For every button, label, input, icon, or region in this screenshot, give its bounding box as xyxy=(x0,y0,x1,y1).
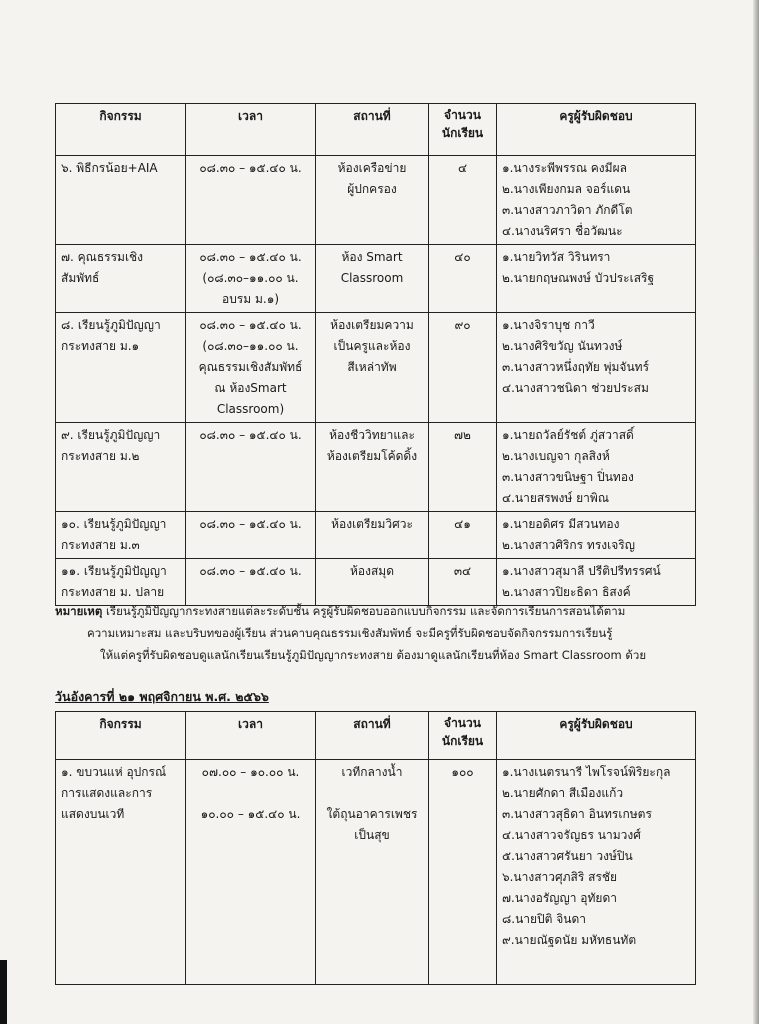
header-count xyxy=(429,104,497,156)
remark-note xyxy=(55,600,705,666)
cell-activity xyxy=(56,760,186,985)
cell-place xyxy=(316,559,429,606)
table-row xyxy=(56,423,696,512)
cell-teachers-line: ๒.นายกฤษณพงษ์ บัวประเสริฐ xyxy=(502,271,655,285)
cell-teachers xyxy=(497,559,696,606)
header-count xyxy=(429,712,497,760)
cell-time-line: ๐๗.๐๐ – ๑๐.๐๐ น. xyxy=(201,765,300,779)
cell-place xyxy=(316,760,429,985)
remark-line-3: ให้แต่ครูที่รับผิดชอบดูแลนักเรียนเรียนรู้ภูมิปัญญากระทงสาย ต้องมาดูแลนักเรียนที่ห้อง Smart Classroom ด้วย xyxy=(100,648,647,662)
remark-line-2: ความเหมาะสม และบริบทของผู้เรียน ส่วนคาบคุณธรรมเชิงสัมพัทธ์ จะมีครูที่รับผิดชอบจัดกิจกรรมการเรียนรู้ xyxy=(87,626,613,640)
cell-teachers-line: ๒.นางเพียงกมล จอร์แดน xyxy=(502,182,631,196)
cell-time-line: ๐๘.๓๐ – ๑๕.๔๐ น. xyxy=(199,428,302,442)
scan-edge-mark-left xyxy=(0,960,7,1024)
cell-activity xyxy=(56,559,186,606)
header-activity: กิจกรรม xyxy=(56,104,186,156)
cell-time xyxy=(186,313,316,423)
cell-place-line: สีเหล่าทัพ xyxy=(347,360,397,374)
cell-teachers xyxy=(497,760,696,985)
cell-teachers xyxy=(497,313,696,423)
cell-time-line: (๐๘.๓๐–๑๑.๐๐ น. xyxy=(202,339,299,353)
cell-time-line: คุณธรรมเชิงสัมพัทธ์ xyxy=(198,360,303,374)
cell-place-line: ห้องเตรียมโค้ดดิ้ง xyxy=(326,449,418,463)
cell-activity-line: ๗. คุณธรรมเชิง xyxy=(61,250,144,264)
header-place: สถานที่ xyxy=(316,104,429,156)
cell-time-line: ๐๘.๓๐ – ๑๕.๔๐ น. xyxy=(199,564,302,578)
remark-label: หมายเหตุ xyxy=(55,604,103,618)
header-time: เวลา xyxy=(186,712,316,760)
cell-count-value: ๔ xyxy=(457,161,468,175)
cell-place xyxy=(316,156,429,245)
cell-teachers-line: ๑.นายวิทวัส วิรินทรา xyxy=(502,250,611,264)
cell-teachers-line: ๑.นางสาวสุมาลี ปรีติปรีทรรศน์ xyxy=(502,564,661,578)
cell-count xyxy=(429,156,497,245)
cell-teachers-line: ๑.นางระพีพรรณ คงมีผล xyxy=(502,161,627,175)
cell-time-line: Classroom) xyxy=(216,402,285,416)
table-row xyxy=(56,760,696,985)
cell-count xyxy=(429,245,497,313)
header-teachers: ครูผู้รับผิดชอบ xyxy=(497,712,696,760)
cell-teachers-line: ๓.นางสาวหนึ่งฤทัย พุ่มจันทร์ xyxy=(502,360,650,374)
table-header-row xyxy=(56,712,696,760)
cell-place-line: เวทีกลางน้ำ xyxy=(341,765,403,779)
cell-place-line: ห้องเครือข่าย xyxy=(337,161,407,175)
cell-teachers-line: ๑.นายอดิศร มีสวนทอง xyxy=(502,517,620,531)
cell-teachers-line: ๖.นางสาวศุภสิริ สรชัย xyxy=(502,870,618,884)
cell-teachers xyxy=(497,245,696,313)
header-count-text: จำนวน นักเรียน xyxy=(441,716,484,748)
cell-activity xyxy=(56,156,186,245)
remark-line-1 xyxy=(55,600,705,622)
cell-place-line: เป็นครูและห้อง xyxy=(333,339,411,353)
cell-teachers-line: ๑.นางเนตรนารี ไพโรจน์พิริยะกุล xyxy=(502,765,671,779)
cell-place-line: ห้อง Smart xyxy=(341,250,403,264)
remark-text-1: เรียนรู้ภูมิปัญญากระทงสายแต่ละระดับชั้น ครูผู้รับผิดชอบออกแบบกิจกรรม และจัดการเรียนการสอนได้ตาม xyxy=(102,604,626,618)
cell-teachers xyxy=(497,156,696,245)
cell-place-line: ห้องเตรียมวิศวะ xyxy=(331,517,413,531)
cell-time-line xyxy=(191,783,310,804)
header-place: สถานที่ xyxy=(316,712,429,760)
table-row xyxy=(56,313,696,423)
cell-activity-line: กระทงสาย ม. ปลาย xyxy=(61,585,165,599)
cell-count xyxy=(429,313,497,423)
header-count-text: จำนวน นักเรียน xyxy=(441,108,484,140)
cell-activity-line: ๙. เรียนรู้ภูมิปัญญา xyxy=(61,428,161,442)
cell-place xyxy=(316,313,429,423)
cell-time-line: ๐๘.๓๐ – ๑๕.๔๐ น. xyxy=(199,250,302,264)
table-row xyxy=(56,245,696,313)
cell-teachers-line: ๔.นางสาวจรัญธร นามวงศ์ xyxy=(502,828,641,842)
cell-activity-line: กระทงสาย ม.๓ xyxy=(61,538,140,552)
cell-activity-line: สัมพัทธ์ xyxy=(61,271,100,285)
cell-time xyxy=(186,760,316,985)
cell-teachers-line: ๘.นายปิติ จินดา xyxy=(502,912,587,926)
cell-activity-line: แสดงบนเวที xyxy=(61,807,125,821)
table-header-row xyxy=(56,104,696,156)
header-time: เวลา xyxy=(186,104,316,156)
cell-place-line: เป็นสุข xyxy=(354,828,390,842)
cell-activity-line: ๑๑. เรียนรู้ภูมิปัญญา xyxy=(61,564,167,578)
cell-teachers-line: ๔.นายสรพงษ์ ยาพิณ xyxy=(502,491,609,505)
cell-time-line: ๐๘.๓๐ – ๑๕.๔๐ น. xyxy=(199,318,302,332)
cell-place-line: ผู้ปกครอง xyxy=(347,182,397,196)
cell-teachers xyxy=(497,512,696,559)
table-row xyxy=(56,156,696,245)
cell-time xyxy=(186,559,316,606)
cell-count-value: ๓๔ xyxy=(453,564,472,578)
cell-count xyxy=(429,512,497,559)
cell-time-line: ๐๘.๓๐ – ๑๕.๔๐ น. xyxy=(199,161,302,175)
cell-time-line: อบรม ม.๑) xyxy=(221,292,280,306)
cell-teachers-line: ๔.นางนริศรา ชื่อวัฒนะ xyxy=(502,224,623,238)
cell-teachers-line: ๒.นางสาวปิยะธิดา ธิสงค์ xyxy=(502,585,631,599)
cell-place xyxy=(316,423,429,512)
cell-count-value: ๑๐๐ xyxy=(451,765,474,779)
cell-place-line: ห้องชีววิทยาและ xyxy=(329,428,415,442)
cell-place-line: ใต้ถุนอาคารเพชร xyxy=(326,807,418,821)
cell-time xyxy=(186,512,316,559)
cell-teachers-line: ๒.นายศักดา สีเมืองแก้ว xyxy=(502,786,624,800)
cell-activity-line: กระทงสาย ม.๑ xyxy=(61,339,140,353)
cell-time-line: ๑๐.๐๐ – ๑๕.๔๐ น. xyxy=(200,807,301,821)
cell-count-value: ๔๐ xyxy=(454,250,471,264)
cell-activity-line: กระทงสาย ม.๒ xyxy=(61,449,140,463)
cell-place-line: ห้องเตรียมความ xyxy=(330,318,414,332)
cell-activity-line: ๑. ขบวนแห่ อุปกรณ์ xyxy=(61,765,167,779)
scan-edge-mark-right xyxy=(753,0,759,1024)
cell-teachers-line: ๑.นางจิราบุช กาวี xyxy=(502,318,595,332)
cell-count xyxy=(429,423,497,512)
cell-activity-line: ๘. เรียนรู้ภูมิปัญญา xyxy=(61,318,161,332)
cell-activity xyxy=(56,512,186,559)
cell-teachers-line: ๒.นางเบญจา กุลสิงห์ xyxy=(502,449,610,463)
cell-time xyxy=(186,245,316,313)
cell-teachers-line: ๒.นางศิริขวัญ นันทวงษ์ xyxy=(502,339,623,353)
cell-count-value: ๙๐ xyxy=(454,318,471,332)
cell-place xyxy=(316,512,429,559)
cell-teachers-line: ๓.นางสาวสุธิดา อินทรเกษตร xyxy=(502,807,652,821)
header-teachers: ครูผู้รับผิดชอบ xyxy=(497,104,696,156)
cell-activity xyxy=(56,245,186,313)
cell-count xyxy=(429,559,497,606)
table-row xyxy=(56,512,696,559)
section-heading-date: วันอังคารที่ ๒๑ พฤศจิกายน พ.ศ. ๒๕๖๖ xyxy=(55,689,269,704)
cell-activity-line: ๖. พิธีกรน้อย+AIA xyxy=(61,161,158,175)
cell-activity-line: ๑๐. เรียนรู้ภูมิปัญญา xyxy=(61,517,167,531)
cell-teachers-line: ๙.นายณัฐดนัย มหัทธนทัต xyxy=(502,933,637,947)
cell-teachers xyxy=(497,423,696,512)
cell-teachers-line: ๒.นางสาวศิริกร ทรงเจริญ xyxy=(502,538,635,552)
cell-activity-line: การแสดงและการ xyxy=(61,786,153,800)
cell-count-value: ๔๑ xyxy=(454,517,471,531)
table-row xyxy=(56,559,696,606)
cell-activity xyxy=(56,313,186,423)
cell-teachers-line: ๑.นายถวัลย์รัชต์ ภู่สวาสดิ์ xyxy=(502,428,634,442)
cell-time xyxy=(186,156,316,245)
schedule-table-2 xyxy=(55,711,696,985)
cell-place-line: Classroom xyxy=(340,271,404,285)
cell-activity xyxy=(56,423,186,512)
cell-time-line: (๐๘.๓๐–๑๑.๐๐ น. xyxy=(202,271,299,285)
schedule-table-1 xyxy=(55,103,696,606)
cell-time-line: ณ ห้องSmart xyxy=(214,381,287,395)
cell-place xyxy=(316,245,429,313)
cell-teachers-line: ๔.นางสาวชนิดา ช่วยประสม xyxy=(502,381,649,395)
cell-count-value: ๗๒ xyxy=(454,428,471,442)
cell-time xyxy=(186,423,316,512)
cell-count xyxy=(429,760,497,985)
cell-teachers-line: ๗.นางอรัญญา อุทัยดา xyxy=(502,891,617,905)
header-activity: กิจกรรม xyxy=(56,712,186,760)
cell-place-line: ห้องสมุด xyxy=(349,564,394,578)
cell-time-line: ๐๘.๓๐ – ๑๕.๔๐ น. xyxy=(199,517,302,531)
cell-teachers-line: ๓.นางสาวภาวิดา ภักดีโต xyxy=(502,203,633,217)
cell-teachers-line: ๓.นางสาวขนิษฐา ปิ่นทอง xyxy=(502,470,634,484)
cell-place-line xyxy=(321,783,423,804)
cell-teachers-line: ๕.นางสาวศรันยา วงษ์ปิน xyxy=(502,849,633,863)
